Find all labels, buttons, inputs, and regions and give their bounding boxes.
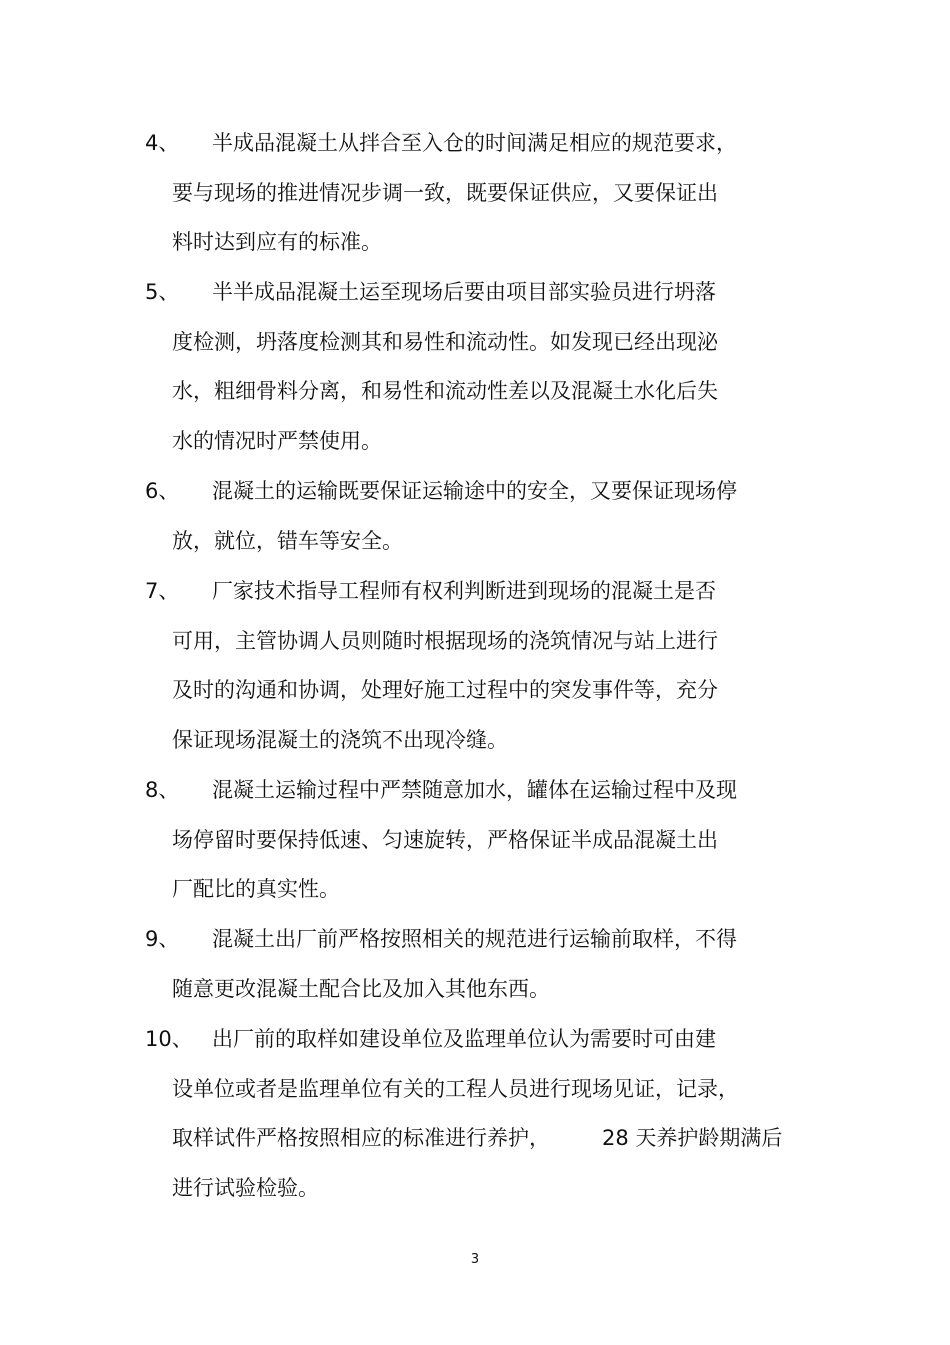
item-text-line: 料时达到应有的标准。 — [172, 230, 382, 254]
item-text-line: 保证现场混凝土的浇筑不出现冷缝。 — [172, 728, 508, 752]
item-text-line: 半成品混凝土从拌合至入仓的时间满足相应的规范要求， — [212, 131, 737, 155]
item-text-line: 要与现场的推进情况步调一致，既要保证供应，又要保证出 — [172, 181, 718, 205]
item-text-line: 场停留时要保持低速、匀速旋转，严格保证半成品混凝土出 — [172, 828, 718, 852]
item-text-line: 可用，主管协调人员则随时根据现场的浇筑情况与站上进行 — [172, 629, 718, 653]
item-text-line: 厂配比的真实性。 — [172, 877, 340, 901]
item-text-line: 随意更改混凝土配合比及加入其他东西。 — [172, 977, 550, 1001]
page-number: 3 — [470, 1252, 480, 1267]
item-text-line: 水，粗细骨料分离，和易性和流动性差以及混凝土水化后失 — [172, 379, 718, 403]
item-text-line: 放，就位，错车等安全。 — [172, 529, 403, 553]
item-text-line: 设单位或者是监理单位有关的工程人员进行现场见证，记录， — [172, 1077, 739, 1101]
item-text-line: 及时的沟通和协调，处理好施工过程中的突发事件等，充分 — [172, 678, 718, 702]
item-text-line: 混凝土的运输既要保证运输途中的安全，又要保证现场停 — [212, 479, 737, 503]
item-text-segment: 28 天养护龄期满后 — [602, 1126, 783, 1150]
item-text-line: 混凝土运输过程中严禁随意加水，罐体在运输过程中及现 — [212, 778, 737, 802]
item-number: 8、 — [145, 778, 180, 802]
item-number: 5、 — [145, 280, 180, 304]
item-text-line: 水的情况时严禁使用。 — [172, 429, 382, 453]
item-text-line: 半半成品混凝土运至现场后要由项目部实验员进行坍落 — [212, 280, 716, 304]
item-number: 7、 — [145, 579, 180, 603]
item-text-line: 出厂前的取样如建设单位及监理单位认为需要时可由建 — [212, 1027, 716, 1051]
item-text-line: 混凝土出厂前严格按照相关的规范进行运输前取样，不得 — [212, 927, 737, 951]
item-text-line: 度检测，坍落度检测其和易性和流动性。如发现已经出现泌 — [172, 330, 718, 354]
item-number: 4、 — [145, 131, 180, 155]
item-number: 10、 — [145, 1027, 193, 1051]
item-text-line: 厂家技术指导工程师有权利判断进到现场的混凝土是否 — [212, 579, 716, 603]
item-number: 9、 — [145, 927, 180, 951]
item-text-line-with-tail — [172, 1125, 782, 1151]
item-number: 6、 — [145, 479, 180, 503]
item-text-line: 进行试验检验。 — [172, 1176, 319, 1200]
item-text-segment: 取样试件严格按照相应的标准进行养护， — [172, 1126, 550, 1150]
